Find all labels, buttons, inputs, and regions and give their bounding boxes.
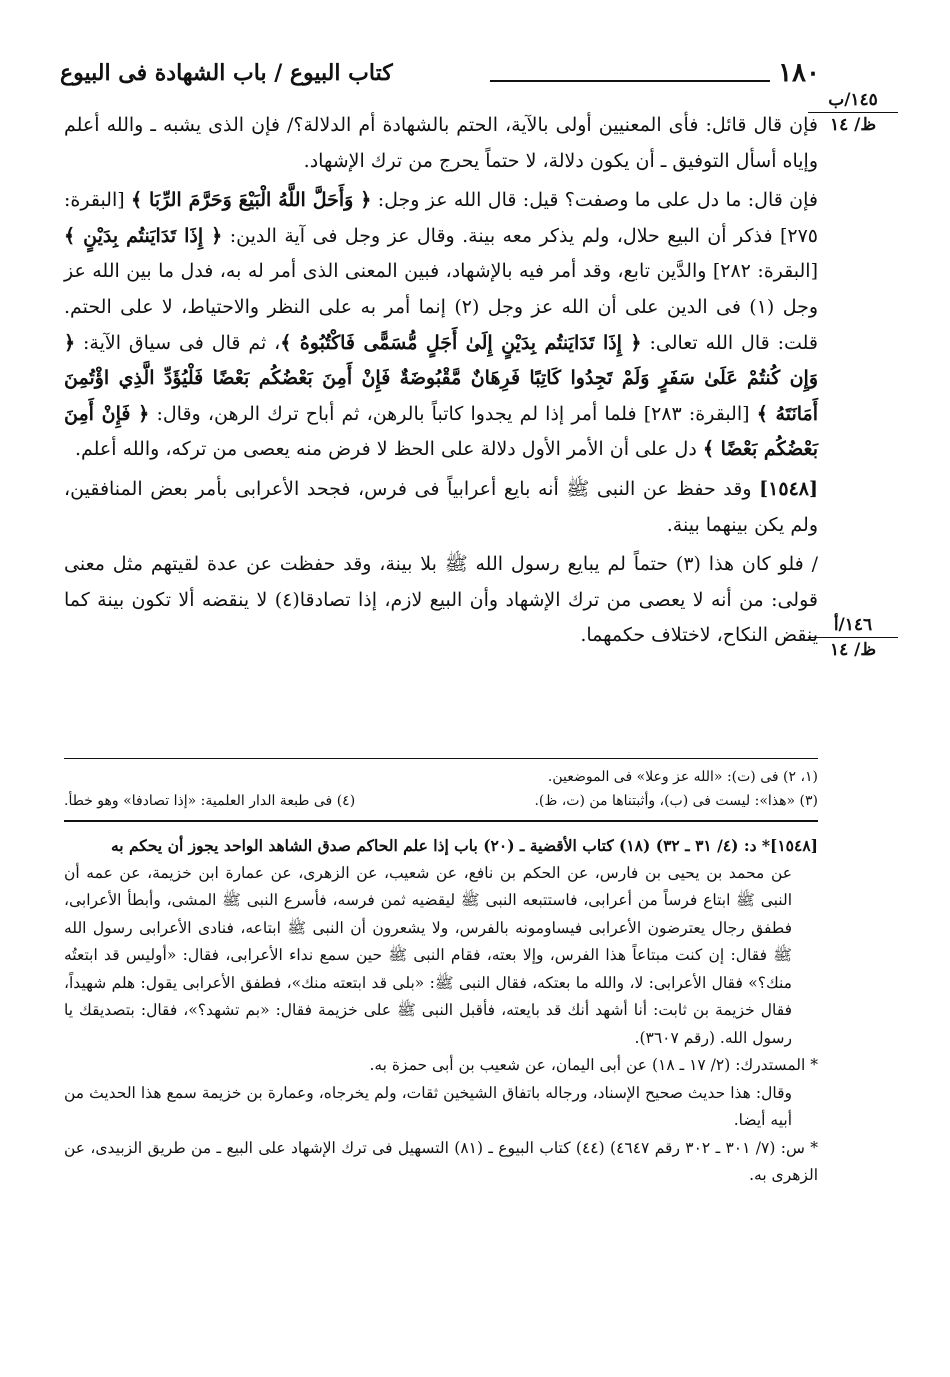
paragraph-text: فإن قال: ما دل على ما وصفت؟ قيل: قال الله عز وجل: (377, 189, 818, 212)
paragraph-text: وقد حفظ عن النبى ﷺ أنه بايع أعرابياً فى فرس، فجحد الأعرابى بأمر بعض المنافقين، ولم يكن بينهما بينة. (64, 477, 818, 536)
source-heading: [١٥٤٨]* د: (٤/ ٣١ ـ ٣٢) (١٨) كتاب الأقضية ـ (٢٠) باب إذا علم الحاكم صدق الشاهد الواحد يجوز أن يحكم به (110, 836, 818, 855)
paragraph-text: [البقرة: ٢٨٢] والدَّين تابع، وقد أمر فيه بالإشهاد، فبين المعنى الذى أمر له به، فدل ما بين الله عز وجل (١) فى الدين على أن الله عز وجل (٢) إنما أمر به على النظر والاحتياط، لا على الحتم. قلت: قال الله تعالى: (64, 260, 819, 354)
source-text: عن محمد بن يحيى بن فارس، عن الحكم بن نافع، عن شعيب، عن الزهرى، عن عمارة ابن خزيمة، عن عمه أن النبى ﷺ ابتاع فرساً من أعرابى، فاستتبعه النبى ﷺ ليقضيه ثمن فرسه، فأسرع النبى ﷺ المشى، وأبطأ الأعرابى، فطفق رجال يعترضون الأعرابى فيساومونه بالفرس، ولا يشعرون أن النبى ﷺ ابتاعه، فنادى الأعرابى رسول الله ﷺ فقال: إن كنت مبتاعاً هذا الفرس، وإلا بعته، فقام النبى ﷺ حين سمع نداء الأعرابى، فقال: «أوليس قد ابتعتُه منك؟» فقال الأعرابى: لا، والله ما بعتكه، فقال النبى ﷺ: «بلى قد ابتعته منك»، فطفق الأعرابى يقول: هلم شهيداً، فقال خزيمة بن ثابت: أنا أشهد أنك قد بايعته، فأقبل النبى ﷺ على خزيمة فقال: «بم تشهد؟»، فقال: بتصديقك يا رسول الله. (رقم ٣٦٠٧). (64, 863, 792, 1047)
paragraph-text: [البقرة: ٢٧٥] فذكر أن البيع حلال، ولم يذكر معه بينة. وقال عز وجل فى آية الدين: (64, 189, 818, 247)
quran-verse: ﴿ وَأَحَلَّ اللَّهُ الْبَيْعَ وَحَرَّمَ الرِّبَا ﴾ (131, 189, 372, 212)
paragraph-text: / فلو كان هذا (٣) حتماً لم يبايع رسول الله ﷺ بلا بينة، وقد حفظت عن عدة لقيتهم مثل معنى قولى: من أنه لا يعصى من ترك الإشهاد وأن البيع لازم، إذا تصادقا(٤) لا ينقضه ألا تكون بينة كما ينقض النكاح، لاختلاف حكمهما. (64, 553, 818, 647)
folio-ref: ظ/ ١٤ (829, 115, 877, 135)
footnote: (٣) «هذا»: ليست فى (ب)، وأثبتناها من (ت، ظ). (534, 793, 818, 809)
source-text: * المستدرك: (٢/ ١٧ ـ ١٨) عن أبى اليمان، عن شعيب بن أبى حمزة به. (369, 1056, 818, 1074)
paragraph-text: ، ثم قال فى سياق الآية: (83, 331, 281, 354)
header-rule (490, 80, 770, 82)
page-number: ١٨٠ (778, 58, 820, 88)
paragraph-text: دل على أن الأمر الأول دلالة على الحظ لا فرض منه يعصى من تركه، والله أعلم. (74, 438, 697, 461)
folio-ref: ظ/ ١٤ (829, 640, 877, 660)
paragraph (64, 547, 818, 654)
footnote-row (64, 765, 818, 789)
footnotes (64, 758, 818, 813)
paragraph (64, 108, 818, 179)
folio-ref: ١٤٥/ب (808, 90, 898, 113)
folio-ref: ١٤٦/أ (808, 615, 898, 638)
hadith-number: [١٥٤٨] (759, 477, 818, 500)
footnote: (٤) فى طبعة الدار العلمية: «إذا تصادفا» وهو خطأ. (64, 793, 356, 809)
quran-verse: ﴿ إِذَا تَدَايَنتُم بِدَيْنٍ إِلَىٰ أَجَلٍ مُّسَمًّى فَاكْتُبُوهُ ﴾ (280, 331, 642, 354)
quran-verse: ﴿ وَإِن كُنتُمْ عَلَىٰ سَفَرٍ وَلَمْ تَجِدُوا كَاتِبًا فَرِهَانٌ مَّقْبُوضَةٌ فَإِنْ أَمِنَ بَعْضُكُم بَعْضًا فَلْيُؤَدِّ الَّذِي اؤْتُمِنَ أَمَانَتَهُ ﴾ (64, 331, 819, 425)
footnote-row (64, 789, 818, 813)
margin-folio-2 (808, 615, 898, 660)
quran-verse: ﴿ إِذَا تَدَايَنتُم بِدَيْنٍ ﴾ (64, 224, 223, 247)
paragraph (64, 183, 818, 468)
paragraph (64, 472, 818, 543)
page-header (60, 58, 820, 92)
running-title: كتاب البيوع / باب الشهادة فى البيوع (60, 60, 393, 86)
sources-notes (64, 820, 818, 1190)
quran-verse: ﴿ فَإِنْ أَمِنَ بَعْضُكُم بَعْضًا ﴾ (64, 402, 818, 461)
main-text (64, 108, 818, 654)
paragraph-text: فإن قال قائل: فأى المعنيين أولى بالآية، الحتم بالشهادة أم الدلالة؟/ فإن الذى يشبه ـ والله أعلم وإياه أسأل التوفيق ـ أن يكون دلالة، لا حتماً يحرج من ترك الإشهاد. (64, 114, 818, 172)
margin-folio-1 (808, 90, 898, 135)
source-text: * س: (٧/ ٣٠١ ـ ٣٠٢ رقم ٤٦٤٧) (٤٤) كتاب البيوع ـ (٨١) التسهيل فى ترك الإشهاد على البيع ـ من طريق الزبيدى، عن الزهرى به. (64, 1138, 818, 1184)
source-text: وقال: هذا حديث صحيح الإسناد، ورجاله باتفاق الشيخين ثقات، ولم يخرجاه، وعمارة بن خزيمة سمع هذا الحديث من أبيه أيضا. (64, 1083, 792, 1129)
footnote: (١، ٢) فى (ت): «الله عز وعلا» فى الموضعين. (547, 769, 818, 785)
paragraph-text: [البقرة: ٢٨٣] فلما أمر إذا لم يجدوا كاتباً بالرهن، ثم أباح ترك الرهن، وقال: (156, 402, 750, 425)
